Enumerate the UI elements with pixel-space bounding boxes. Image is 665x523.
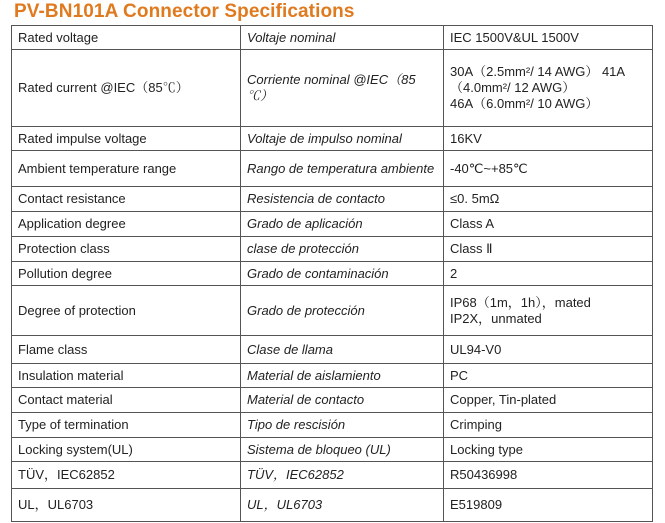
spec-value-line: E519809 — [450, 497, 503, 512]
spec-value-line: IP68（1m，1h），mated — [450, 294, 591, 310]
spec-name-es: clase de protección — [241, 237, 444, 262]
spec-value — [444, 364, 653, 388]
table-row — [12, 413, 653, 438]
spec-value — [444, 212, 653, 237]
spec-value-line: 16KV — [450, 130, 482, 146]
spec-name-en: Flame class — [12, 336, 241, 364]
spec-value — [444, 336, 653, 364]
spec-value — [444, 489, 653, 522]
spec-value — [444, 413, 653, 438]
spec-value-line: UL94-V0 — [450, 341, 502, 357]
table-row — [12, 286, 653, 336]
spec-value — [444, 462, 653, 489]
spec-name-en: Rated impulse voltage — [12, 127, 241, 151]
table-row — [12, 151, 653, 187]
spec-value-line: ≤0. 5mΩ — [450, 191, 500, 206]
spec-name-es: Material de aislamiento — [241, 364, 444, 388]
spec-value — [444, 388, 653, 413]
spec-name-en: Rated voltage — [12, 26, 241, 50]
spec-value-line: IEC 1500V&UL 1500V — [450, 29, 579, 45]
spec-value-line: 2 — [450, 265, 458, 281]
table-row — [12, 212, 653, 237]
table-row — [12, 262, 653, 286]
spec-name-es: Grado de protección — [241, 286, 444, 336]
table-row — [12, 364, 653, 388]
spec-value — [444, 286, 653, 336]
table-row — [12, 50, 653, 127]
spec-name-es: Grado de contaminación — [241, 262, 444, 286]
spec-name-es: Voltaje de impulso nominal — [241, 127, 444, 151]
spec-name-en: TÜV，IEC62852 — [12, 462, 241, 489]
spec-name-es: Rango de temperatura ambiente — [241, 151, 444, 187]
table-row — [12, 127, 653, 151]
table-row — [12, 489, 653, 522]
spec-name-en: Ambient temperature range — [12, 151, 241, 187]
spec-name-en: Application degree — [12, 212, 241, 237]
spec-name-es: Sistema de bloqueo (UL) — [241, 438, 444, 462]
spec-value-line: Class A — [450, 216, 495, 231]
spec-name-en: Type of termination — [12, 413, 241, 438]
spec-name-es: Clase de llama — [241, 336, 444, 364]
spec-name-en: Degree of protection — [12, 286, 241, 336]
table-row — [12, 388, 653, 413]
spec-name-es: Material de contacto — [241, 388, 444, 413]
spec-value-line: Crimping — [450, 417, 503, 432]
spec-value-line: PC — [450, 367, 469, 383]
spec-value-line: IP2X，unmated — [450, 310, 542, 326]
table-row — [12, 462, 653, 489]
spec-name-en: Rated current @IEC（85℃） — [12, 50, 241, 127]
spec-name-en: Locking system(UL) — [12, 438, 241, 462]
spec-value — [444, 262, 653, 286]
spec-value-line: -40℃~+85℃ — [450, 160, 528, 176]
spec-name-en: Contact material — [12, 388, 241, 413]
spec-value — [444, 237, 653, 262]
spec-value — [444, 26, 653, 50]
spec-value-line: R50436998 — [450, 467, 518, 482]
spec-name-en: Protection class — [12, 237, 241, 262]
spec-name-en: UL，UL6703 — [12, 489, 241, 522]
spec-name-es: Resistencia de contacto — [241, 187, 444, 212]
table-row — [12, 336, 653, 364]
page-title: PV-BN101A Connector Specifications — [14, 1, 355, 22]
spec-value — [444, 50, 653, 127]
spec-value — [444, 127, 653, 151]
table-row — [12, 438, 653, 462]
spec-value — [444, 151, 653, 187]
spec-value-line: Class Ⅱ — [450, 241, 493, 256]
spec-value-line: （4.0mm²/ 12 AWG） — [450, 80, 576, 95]
spec-name-en: Insulation material — [12, 364, 241, 388]
spec-value — [444, 187, 653, 212]
spec-value-line: Copper, Tin-plated — [450, 392, 557, 407]
spec-name-es: Tipo de rescisión — [241, 413, 444, 438]
spec-table — [11, 25, 653, 522]
spec-name-es: Grado de aplicación — [241, 212, 444, 237]
spec-name-en: Pollution degree — [12, 262, 241, 286]
spec-name-es: Voltaje nominal — [241, 26, 444, 50]
spec-value-line: 46A（6.0mm²/ 10 AWG） — [450, 96, 599, 111]
spec-name-en: Contact resistance — [12, 187, 241, 212]
table-row — [12, 187, 653, 212]
table-row — [12, 237, 653, 262]
spec-name-es: Corriente nominal @IEC（85 ℃） — [241, 50, 444, 127]
spec-name-es: TÜV，IEC62852 — [241, 462, 444, 489]
spec-name-es: UL，UL6703 — [241, 489, 444, 522]
spec-value-line: Locking type — [450, 441, 523, 457]
table-row — [12, 26, 653, 50]
spec-value-line: 30A（2.5mm²/ 14 AWG） 41A — [450, 64, 626, 79]
spec-value — [444, 438, 653, 462]
